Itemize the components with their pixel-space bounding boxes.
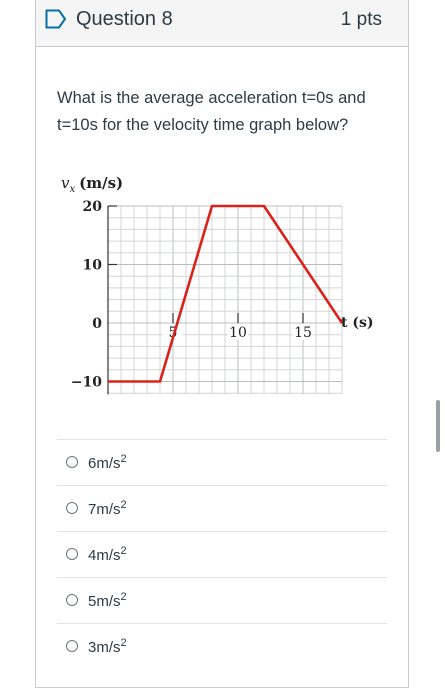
radio-button[interactable] <box>66 640 78 652</box>
y-tick-label: −10 <box>70 374 102 391</box>
radio-button[interactable] <box>66 594 78 606</box>
answer-label[interactable]: $3m/s^2$ <box>88 637 127 656</box>
answer-label[interactable]: $4m/s^2$ <box>88 545 127 564</box>
y-tick-label: 10 <box>82 257 102 274</box>
answer-option[interactable] <box>57 623 387 669</box>
scrollbar-thumb[interactable] <box>436 400 440 452</box>
x-tick-label: 15 <box>294 325 312 341</box>
y-tick-label: 0 <box>92 316 102 332</box>
answer-label[interactable]: $7m/s^2$ <box>88 499 127 518</box>
x-tick-label: 10 <box>229 325 247 341</box>
answer-list <box>57 439 387 669</box>
question-title: Question 8 <box>76 8 173 30</box>
y-tick-label: 20 <box>82 199 102 215</box>
graph-x-label: t (s) <box>341 315 374 331</box>
answer-option[interactable] <box>57 485 387 531</box>
velocity-time-graph <box>55 170 395 418</box>
bookmark-flag-icon[interactable] <box>45 9 67 29</box>
question-header <box>36 0 408 47</box>
radio-button[interactable] <box>66 502 78 514</box>
answer-label[interactable]: $5m/s^2$ <box>88 591 127 610</box>
graph-y-label: $v_x$ (m/s) <box>61 174 124 195</box>
radio-button[interactable] <box>66 456 78 468</box>
x-tick-label: 5 <box>168 325 178 341</box>
graph-axes <box>108 206 303 394</box>
question-points: 1 pts <box>340 9 382 30</box>
graph-grid <box>108 206 342 394</box>
answer-option[interactable] <box>57 439 387 485</box>
radio-button[interactable] <box>66 548 78 560</box>
answer-label[interactable]: $6m/s^2$ <box>88 453 127 472</box>
answer-option[interactable] <box>57 577 387 623</box>
answer-option[interactable] <box>57 531 387 577</box>
question-text: What is the average acceleration t=0s and t=10s for the velocity time graph below? <box>57 89 366 134</box>
